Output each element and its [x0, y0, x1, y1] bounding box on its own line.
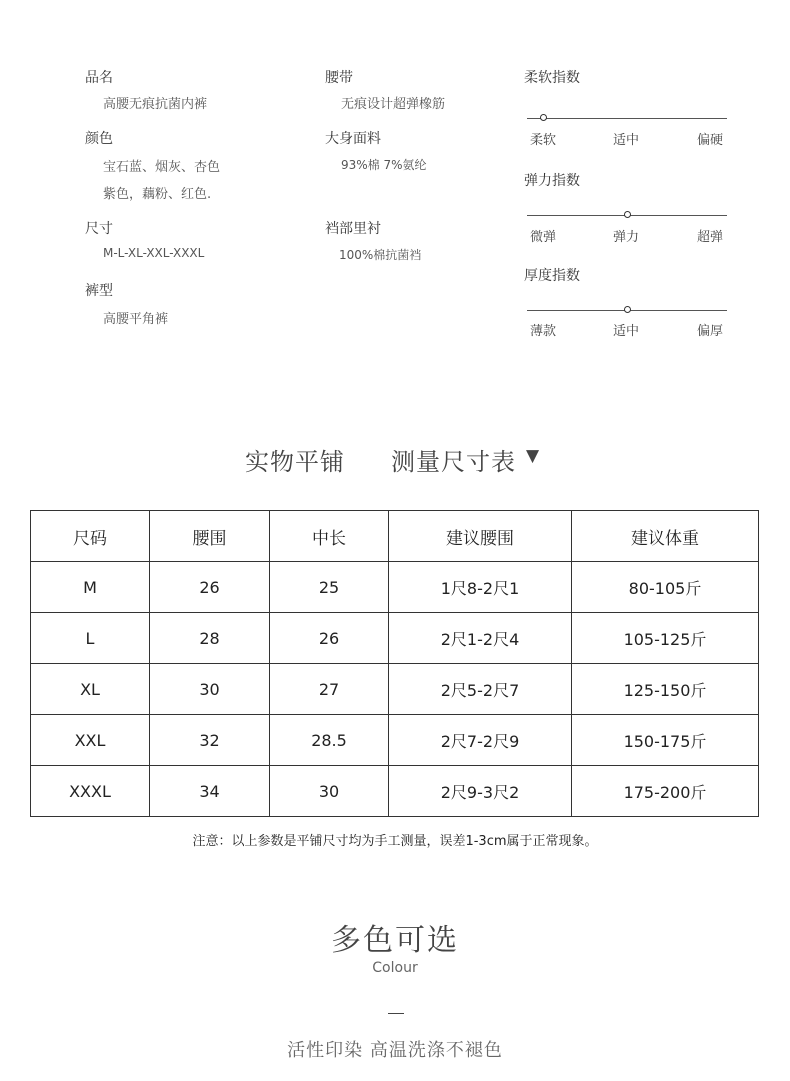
- cell-waist: 28: [150, 613, 270, 664]
- style-value: 高腰平角裤: [103, 312, 169, 327]
- table-row: [31, 613, 759, 664]
- color-value-line2: 紫色，藕粉、红色.: [103, 187, 212, 202]
- cell-suggested-waist: 2尺9-3尺2: [389, 766, 572, 817]
- cell-suggested-waist: 2尺1-2尺4: [389, 613, 572, 664]
- color-value-line1: 宝石蓝、烟灰、杏色: [103, 160, 221, 175]
- cell-size: XXL: [31, 715, 150, 766]
- cell-waist: 26: [150, 562, 270, 613]
- cell-length: 27: [270, 664, 389, 715]
- elasticity-mid-label: 弹力: [613, 230, 640, 245]
- softness-right-label: 偏硬: [697, 133, 724, 148]
- cell-suggested-weight: 105-125斤: [572, 613, 759, 664]
- fabric-label: 大身面料: [325, 131, 381, 147]
- measurement-note: 注意：以上参数是平铺尺寸均为手工测量，误差1-3cm属于正常现象。: [192, 834, 598, 849]
- table-header-row: [31, 511, 759, 562]
- softness-label: 柔软指数: [524, 70, 580, 86]
- size-label: 尺寸: [85, 221, 113, 237]
- colour-tagline: 活性印染 高温洗涤不褪色: [287, 1040, 503, 1061]
- divider: [388, 1013, 404, 1014]
- cell-suggested-weight: 150-175斤: [572, 715, 759, 766]
- chevron-down-icon: ▼: [526, 446, 541, 466]
- elasticity-right-label: 超弹: [697, 230, 724, 245]
- thickness-left-label: 薄款: [530, 324, 557, 339]
- elasticity-left-label: 微弹: [530, 230, 557, 245]
- thickness-label: 厚度指数: [524, 268, 580, 284]
- fabric-value: 93%棉 7%氨纶: [341, 158, 427, 172]
- elasticity-label: 弹力指数: [524, 173, 580, 189]
- table-row: [31, 562, 759, 613]
- lining-value: 100%棉抗菌裆: [339, 248, 422, 262]
- header-suggested-weight: 建议体重: [572, 511, 759, 562]
- table-row: [31, 766, 759, 817]
- header-size: 尺码: [31, 511, 150, 562]
- waistband-label: 腰带: [325, 70, 353, 86]
- cell-suggested-waist: 2尺5-2尺7: [389, 664, 572, 715]
- style-label: 裤型: [85, 283, 113, 299]
- thickness-scale-marker: [624, 306, 631, 313]
- cell-suggested-weight: 175-200斤: [572, 766, 759, 817]
- waistband-value: 无痕设计超弹橡筋: [341, 97, 446, 112]
- cell-length: 28.5: [270, 715, 389, 766]
- softness-left-label: 柔软: [530, 133, 557, 148]
- table-row: [31, 664, 759, 715]
- size-value: M-L-XL-XXL-XXXL: [103, 246, 205, 260]
- cell-size: M: [31, 562, 150, 613]
- header-length: 中长: [270, 511, 389, 562]
- softness-scale-line: [527, 118, 727, 119]
- cell-size: XL: [31, 664, 150, 715]
- table-row: [31, 715, 759, 766]
- cell-length: 26: [270, 613, 389, 664]
- colour-title: 多色可选: [331, 923, 459, 958]
- cell-size: L: [31, 613, 150, 664]
- cell-suggested-weight: 125-150斤: [572, 664, 759, 715]
- softness-scale-marker: [540, 114, 547, 121]
- cell-length: 25: [270, 562, 389, 613]
- name-label: 品名: [85, 70, 113, 86]
- cell-suggested-waist: 1尺8-2尺1: [389, 562, 572, 613]
- heading-size-chart: 测量尺寸表: [391, 448, 516, 476]
- colour-subtitle: Colour: [372, 960, 418, 976]
- color-label: 颜色: [85, 131, 113, 147]
- thickness-mid-label: 适中: [613, 324, 640, 339]
- header-suggested-waist: 建议腰围: [389, 511, 572, 562]
- header-waist: 腰围: [150, 511, 270, 562]
- cell-suggested-waist: 2尺7-2尺9: [389, 715, 572, 766]
- softness-mid-label: 适中: [613, 133, 640, 148]
- heading-flat-lay: 实物平铺: [245, 448, 345, 476]
- cell-waist: 30: [150, 664, 270, 715]
- name-value: 高腰无痕抗菌内裤: [103, 97, 208, 112]
- size-table: [30, 510, 759, 817]
- cell-waist: 32: [150, 715, 270, 766]
- thickness-right-label: 偏厚: [697, 324, 724, 339]
- cell-size: XXXL: [31, 766, 150, 817]
- elasticity-scale-marker: [624, 211, 631, 218]
- cell-waist: 34: [150, 766, 270, 817]
- cell-length: 30: [270, 766, 389, 817]
- lining-label: 裆部里衬: [325, 221, 381, 237]
- cell-suggested-weight: 80-105斤: [572, 562, 759, 613]
